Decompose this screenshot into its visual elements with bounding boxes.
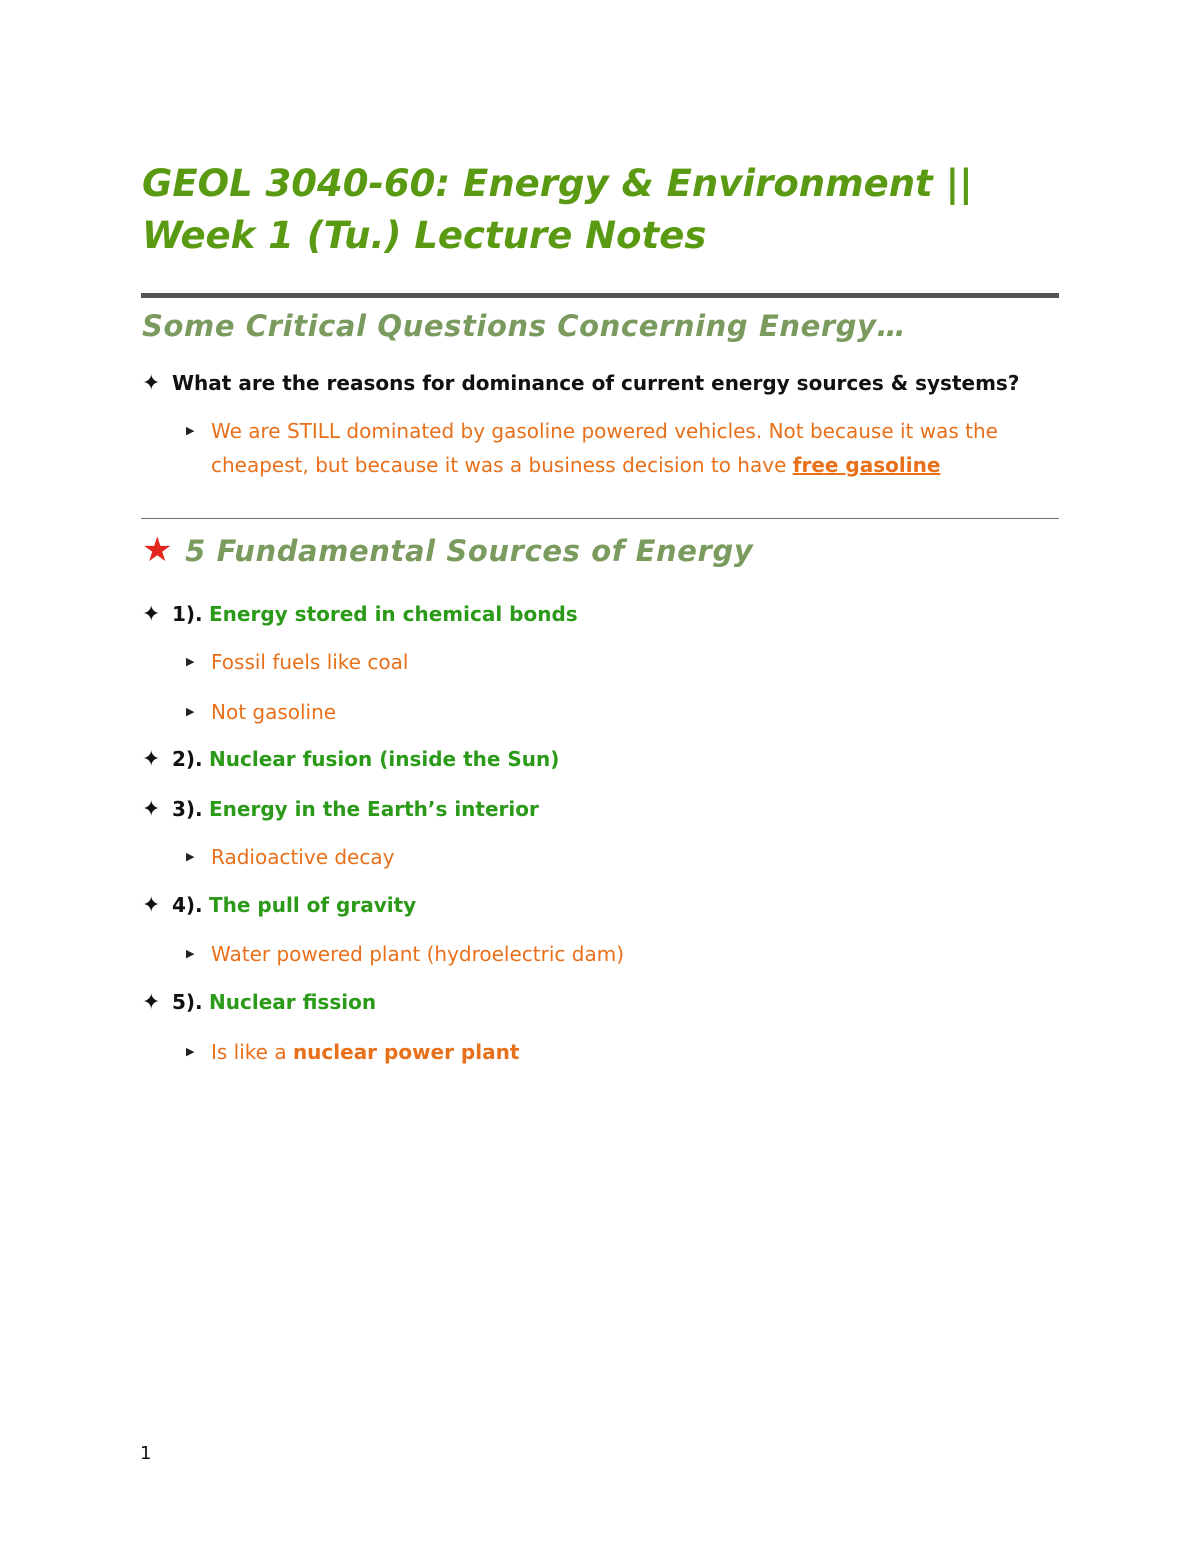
four-point-star-icon: ✦ <box>142 371 161 396</box>
list-subitem-answer <box>186 414 998 482</box>
item-label: Nuclear fusion (inside the Sun) <box>209 747 560 771</box>
item-number: 3). <box>172 797 203 821</box>
list-subitem <box>186 937 624 971</box>
answer-line-1: We are STILL dominated by gasoline powered vehicles. Not because it was the <box>211 419 998 443</box>
four-point-star-icon: ✦ <box>142 747 161 772</box>
four-point-star-icon: ✦ <box>142 797 161 822</box>
page-title <box>142 158 1062 262</box>
item-label: The pull of gravity <box>209 893 417 917</box>
triangle-right-icon: ▶ <box>186 1045 195 1058</box>
title-line-2: Week 1 (Tu.) Lecture Notes <box>142 214 707 257</box>
subitem-text: Not gasoline <box>211 700 337 724</box>
subitem-text: Is like a <box>211 1040 293 1064</box>
subitem-text: Fossil fuels like coal <box>211 650 409 674</box>
list-subitem <box>186 695 336 729</box>
four-point-star-icon: ✦ <box>142 602 161 627</box>
list-item-source-1 <box>142 600 578 629</box>
title-divider <box>141 293 1059 298</box>
four-point-star-icon: ✦ <box>142 990 161 1015</box>
item-number: 1). <box>172 602 203 626</box>
item-label: Energy in the Earth’s interior <box>209 797 539 821</box>
red-star-icon: ★ <box>142 530 174 570</box>
item-label: Energy stored in chemical bonds <box>209 602 578 626</box>
item-label: Nuclear fission <box>209 990 377 1014</box>
item-number: 5). <box>172 990 203 1014</box>
answer-line-2: cheapest, but because it was a business decision to have <box>211 453 793 477</box>
page-number: 1 <box>140 1443 152 1464</box>
subitem-text: Radioactive decay <box>211 845 395 869</box>
section-heading-questions: Some Critical Questions Concerning Energy… <box>142 309 907 343</box>
free-gasoline-emphasis: free gasoline <box>792 453 941 477</box>
triangle-right-icon: ▶ <box>186 424 195 437</box>
triangle-right-icon: ▶ <box>186 947 195 960</box>
list-item-source-3 <box>142 795 539 824</box>
list-subitem <box>186 840 394 874</box>
subitem-text: Water powered plant (hydroelectric dam) <box>211 942 624 966</box>
section-heading-sources <box>142 528 753 573</box>
four-point-star-icon: ✦ <box>142 893 161 918</box>
list-item-question <box>142 369 1019 398</box>
question-text: What are the reasons for dominance of current energy sources & systems? <box>172 371 1020 395</box>
list-item-source-4 <box>142 891 416 920</box>
item-number: 4). <box>172 893 203 917</box>
nuclear-power-plant-emphasis: nuclear power plant <box>292 1040 520 1064</box>
triangle-right-icon: ▶ <box>186 705 195 718</box>
section-heading-sources-text: 5 Fundamental Sources of Energy <box>185 534 754 568</box>
list-subitem <box>186 1035 519 1069</box>
list-item-source-2 <box>142 745 559 774</box>
item-number: 2). <box>172 747 203 771</box>
title-line-1: GEOL 3040-60: Energy & Environment || <box>142 162 973 205</box>
section-divider <box>141 518 1059 519</box>
list-subitem <box>186 645 408 679</box>
triangle-right-icon: ▶ <box>186 850 195 863</box>
list-item-source-5 <box>142 988 376 1017</box>
triangle-right-icon: ▶ <box>186 655 195 668</box>
